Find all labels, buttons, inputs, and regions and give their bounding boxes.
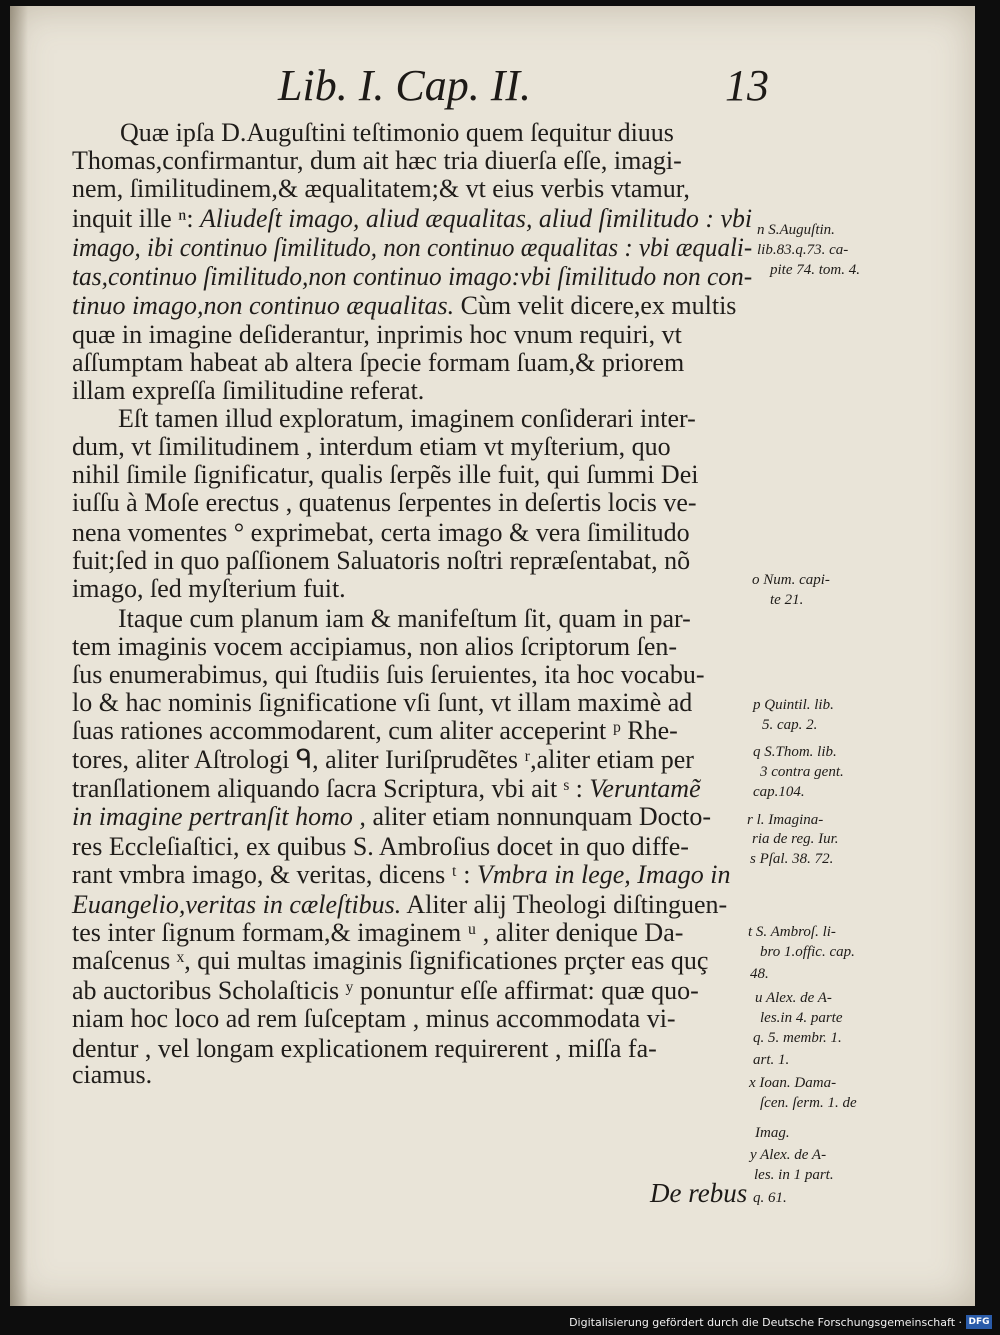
text-line [72,146,682,176]
footer-bar [0,1306,1000,1335]
margin-note: ria de reg. Iur. [752,831,839,847]
margin-note: r l. Imagina- [747,812,824,828]
margin-note: o Num. capi- [752,572,830,588]
text-line [72,460,698,490]
margin-note: les. in 1 part. [754,1167,834,1183]
text-line [72,546,690,576]
text-run: niam hoc loco ad rem ſuſceptam , minus accommodata vi- [72,1004,676,1033]
text-line [72,890,727,920]
text-line [72,774,701,804]
text-line [72,376,424,406]
margin-note: art. 1. [753,1052,790,1068]
text-line [72,233,752,263]
text-line [72,832,689,862]
italic-quote: Vmbra in lege, Imago in [476,860,731,889]
margin-note: p Quintil. lib. [753,697,834,713]
italic-quote: tas,continuo ſimilitudo,non continuo imago:vbi ſimilitudo non con- [72,262,753,291]
margin-note: 3 contra gent. [760,764,844,780]
text-line [72,745,694,775]
text-line [72,574,346,604]
catchword: De rebus [650,1178,748,1208]
text-run: tem imaginis vocem accipiamus, non alios ſcriptorum ſen- [72,632,678,661]
text-line [72,1004,676,1034]
italic-quote: Aliudeſt imago, aliud æqualitas, aliud ſimilitudo : vbi [200,204,753,233]
margin-note: te 21. [770,592,804,608]
text-line [118,604,691,634]
text-line [72,1034,657,1064]
margin-note: q. 5. membr. 1. [753,1030,842,1046]
page-gutter-shadow [10,6,28,1306]
text-run: inquit ille ⁿ: [72,204,201,233]
text-line [72,291,736,321]
text-run: Aliter alij Theologi diſtinguen- [401,890,728,919]
margin-note: t S. Ambroſ. li- [748,924,836,940]
text-run: dum, vt ſimilitudinem , interdum etiam vt myſterium, quo [72,432,671,461]
text-run: illam expreſſa ſimilitudine referat. [72,376,425,405]
margin-note: 5. cap. 2. [762,717,818,733]
text-run: ciamus. [72,1060,153,1089]
text-line [72,348,684,378]
margin-note: q S.Thom. lib. [753,744,837,760]
text-run: tes inter ſignum formam,& imaginem ᵘ , aliter denique Da- [72,918,684,947]
dfg-logo: DFG [966,1315,992,1329]
text-run: rant vmbra imago, & veritas, dicens ᵗ : [72,860,477,889]
text-run: quæ in imagine deſiderantur, inprimis hoc vnum requiri, vt [72,320,682,349]
italic-quote: Veruntamẽ [589,774,701,803]
text-line [72,320,682,350]
margin-note: bro 1.offic. cap. [760,944,855,960]
text-run: Itaque cum planum iam & manifeſtum ſit, quam in par- [118,604,691,633]
text-line [72,262,752,292]
italic-quote: in imagine pertranſit homo , [72,802,366,831]
text-run: Eſt tamen illud exploratum, imaginem conſiderari inter- [118,404,696,433]
italic-quote: imago, ibi continuo ſimilitudo, non continuo æqualitas : vbi æquali- [72,233,753,262]
text-run: fuit;ſed in quo paſſionem Saluatoris noſtri repræſentabat, nõ [72,546,691,575]
italic-quote: tinuo imago,non continuo æqualitas. [72,291,455,320]
text-line [72,918,683,948]
text-run: iuſſu à Moſe erectus , quatenus ſerpentes in deſertis locis ve- [72,488,697,517]
text-run: ſuas rationes accommodarent, cum aliter acceperint ᵖ Rhe- [72,716,678,745]
margin-note: u Alex. de A- [755,990,832,1006]
text-line [72,660,705,690]
text-run: Thomas,confirmantur, dum ait hæc tria diuerſa eſſe, imagi- [72,146,682,175]
text-line [72,1060,152,1090]
margin-note: les.in 4. parte [760,1010,843,1026]
text-line [72,688,692,718]
text-run: maſcenus ˣ, qui multas imaginis ſignificationes prçter eas quç [72,946,709,975]
text-line [72,632,677,662]
text-run: res Eccleſiaſtici, ex quibus S. Ambroſius docet in quo diffe- [72,832,689,861]
text-line [72,976,699,1006]
text-line [72,518,690,548]
text-run: nihil ſimile ſignificatur, qualis ſerpẽs ille fuit, qui ſummi Dei [72,460,699,489]
margin-note-last: q. 61. [753,1190,787,1206]
margin-note: ſcen. ſerm. 1. de [760,1095,857,1111]
margin-note: 48. [750,966,769,982]
margin-note: n S.Auguſtin. [757,222,835,238]
margin-note: Imag. [755,1125,790,1141]
text-line [120,118,674,148]
margin-note: x Ioan. Dama- [749,1075,837,1091]
text-run: tranſlationem aliquando ſacra Scriptura, vbi ait ˢ : [72,774,590,803]
text-line [72,802,711,832]
text-run: aſſumptam habeat ab altera ſpecie formam ſuam,& priorem [72,348,685,377]
text-line [72,488,697,518]
text-run: aliter etiam nonnunquam Docto- [365,802,712,831]
text-line [72,716,678,746]
text-run: Cùm velit dicere,ex multis [454,291,737,320]
italic-quote: Euangelio,veritas in cæleſtibus. [72,890,402,919]
text-line [72,204,752,234]
text-run: tores, aliter Aſtrologi ᑫ, aliter Iuriſprudẽtes ʳ,aliter etiam per [72,745,694,774]
margin-note: pite 74. tom. 4. [770,262,860,278]
text-line [72,946,708,976]
footer-credit: Digitalisierung gefördert durch die Deutsche Forschungsgemeinschaft · [569,1316,962,1329]
margin-note: s Pſal. 38. 72. [750,851,834,867]
text-run: nem, ſimilitudinem,& æqualitatem;& vt eius verbis vtamur, [72,174,690,203]
text-run: dentur , vel longam explicationem requirerent , miſſa fa- [72,1034,657,1063]
running-header: Lib. I. Cap. II. [278,61,531,110]
text-line [118,404,696,434]
text-run: nena vomentes ° exprimebat, certa imago & vera ſimilitudo [72,518,690,547]
margin-note: y Alex. de A- [750,1147,827,1163]
margin-note: cap.104. [753,784,805,800]
text-run: ab auctoribus Scholaſticis ʸ ponuntur eſſe affirmat: quæ quo- [72,976,699,1005]
text-line [72,174,690,204]
text-run: imago, ſed myſterium fuit. [72,574,346,603]
text-run: ſus enumerabimus, qui ſtudiis ſuis ſeruientes, ita hoc vocabu- [72,660,705,689]
text-line [72,860,730,890]
text-run: Quæ ipſa D.Auguſtini teſtimonio quem ſequitur diuus [120,118,674,147]
text-line [72,432,671,462]
text-run: lo & hac nominis ſignificatione vſi ſunt, vt illam maximè ad [72,688,693,717]
margin-note: lib.83.q.73. ca- [757,242,849,258]
page-number: 13 [725,61,769,110]
